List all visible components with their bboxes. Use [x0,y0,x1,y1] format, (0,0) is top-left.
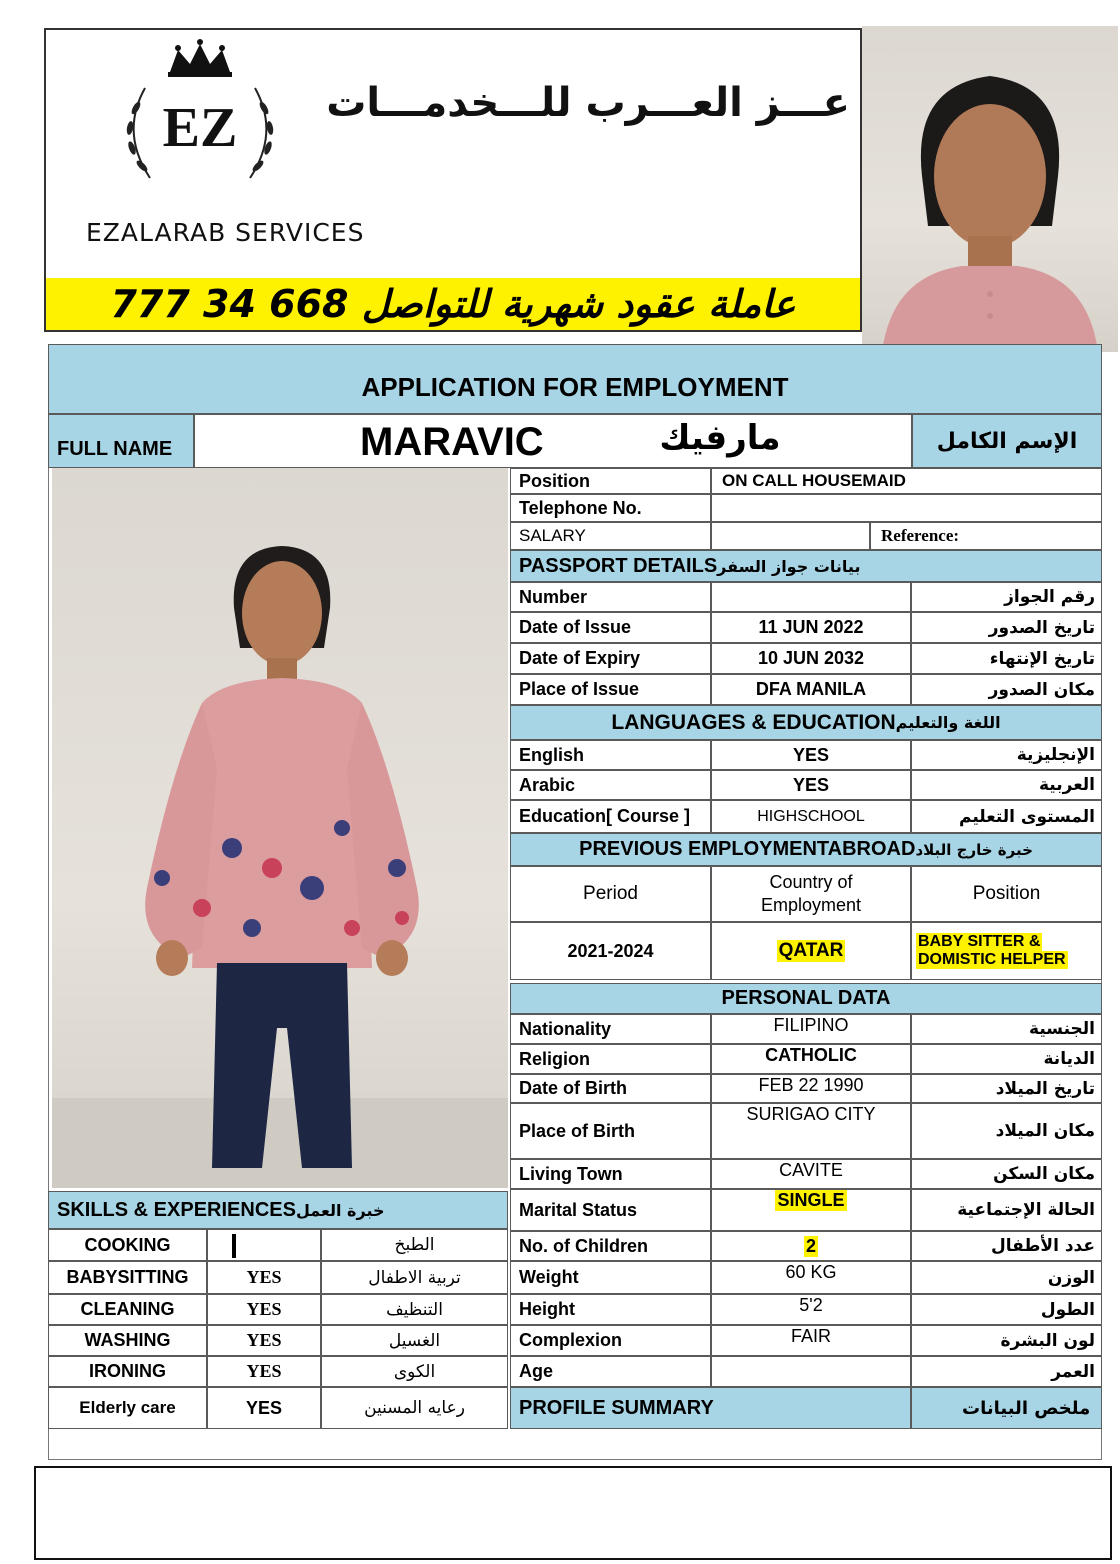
skill-elderly-ar: رعايه المسنين [321,1387,508,1429]
skill-cleaning-value: YES [207,1294,321,1325]
company-name: EZALARAB SERVICES [86,218,365,247]
passport-header [510,550,1102,582]
skill-babysitting-label: BABYSITTING [48,1261,207,1294]
place-of-issue-ar: مكان الصدور [911,674,1102,705]
date-of-issue-value: 11 JUN 2022 [711,612,911,643]
skill-ironing-ar: الكوى [321,1356,508,1387]
skill-babysitting-ar: تربية الاطفال [321,1261,508,1294]
nationality-ar: الجنسية [911,1014,1102,1044]
previous-col-position: Position [911,866,1102,922]
marital-value: SINGLE [777,1190,845,1210]
complexion-ar: لون البشرة [911,1325,1102,1356]
previous-position-line1: BABY SITTER & [918,933,1041,950]
skill-washing-label: WASHING [48,1325,207,1356]
religion-ar: الديانة [911,1044,1102,1074]
previous-title: PREVIOUS EMPLOYMENTABROAD [579,838,916,860]
previous-period: 2021-2024 [510,922,711,980]
form-title: APPLICATION FOR EMPLOYMENT [361,372,789,402]
personal-title: PERSONAL DATA [510,983,1102,1014]
full-name-label: FULL NAME [48,414,194,468]
passport-number-ar: رقم الجواز [911,582,1102,612]
skill-cooking-ar: الطبخ [321,1229,508,1261]
pob-label: Place of Birth [510,1103,711,1159]
skill-babysitting-value: YES [207,1261,321,1294]
skill-cleaning-ar: التنظيف [321,1294,508,1325]
skill-elderly-label: Elderly care [48,1387,207,1429]
previous-header [510,833,1102,866]
dob-label: Date of Birth [510,1074,711,1103]
date-of-expiry-label: Date of Expiry [510,643,711,674]
education-value: HIGHSCHOOL [711,800,911,833]
full-name-cell [194,414,912,468]
english-value: YES [711,740,911,770]
skill-cooking-value [207,1229,321,1261]
salary-value [711,522,870,550]
previous-col-period: Period [510,866,711,922]
children-value-cell [711,1231,911,1261]
age-ar: العمر [911,1356,1102,1387]
contact-banner: عاملة عقود شهرية للتواصل 668 34 777 [46,278,860,330]
skill-washing-value: YES [207,1325,321,1356]
date-of-issue-label: Date of Issue [510,612,711,643]
pob-value: SURIGAO CITY [711,1103,911,1159]
place-of-issue-value: DFA MANILA [711,674,911,705]
previous-country: QATAR [778,940,844,961]
place-of-issue-label: Place of Issue [510,674,711,705]
previous-title-ar: خبرة خارج البلاد [915,840,1033,859]
headshot-photo [862,26,1118,352]
nationality-label: Nationality [510,1014,711,1044]
outer-bottom-box [34,1466,1112,1560]
full-name-en: MARAVIC [360,420,544,464]
pob-ar: مكان الميلاد [911,1103,1102,1159]
marital-value-cell [711,1189,911,1231]
date-of-issue-ar: تاريخ الصدور [911,612,1102,643]
marital-ar: الحالة الإجتماعية [911,1189,1102,1231]
salary-label: SALARY [510,522,711,550]
skill-elderly-value: YES [207,1387,321,1429]
skill-cleaning-label: CLEANING [48,1294,207,1325]
skill-cooking-label: COOKING [48,1229,207,1261]
position-label: Position [510,468,711,494]
skills-title-ar: خبرة العمل [295,1200,385,1220]
passport-number-label: Number [510,582,711,612]
children-value: 2 [805,1235,816,1256]
skills-header [48,1191,508,1229]
living-town-label: Living Town [510,1159,711,1189]
languages-title: LANGUAGES & EDUCATION [611,710,896,734]
skill-cooking-cursor [232,1234,236,1258]
height-label: Height [510,1294,711,1325]
marital-label: Marital Status [510,1189,711,1231]
languages-header [510,705,1102,740]
arabic-ar: العربية [911,770,1102,800]
complexion-label: Complexion [510,1325,711,1356]
date-of-expiry-value: 10 JUN 2032 [711,643,911,674]
skill-washing-ar: الغسيل [321,1325,508,1356]
languages-title-ar: اللغة والتعليم [895,713,1001,732]
profile-summary-title-ar: ملخص البيانات [911,1387,1102,1429]
weight-ar: الوزن [911,1261,1102,1294]
religion-value: CATHOLIC [711,1044,911,1074]
arabic-label: Arabic [510,770,711,800]
complexion-value: FAIR [711,1325,911,1356]
passport-number-value [711,582,911,612]
logo-initials: EZ [162,97,238,159]
skill-ironing-value: YES [207,1356,321,1387]
education-label: Education[ Course ] [510,800,711,833]
height-ar: الطول [911,1294,1102,1325]
arabic-value: YES [711,770,911,800]
english-ar: الإنجليزية [911,740,1102,770]
dob-value: FEB 22 1990 [711,1074,911,1103]
reference-label: Reference: [870,522,1102,550]
dob-ar: تاريخ الميلاد [911,1074,1102,1103]
full-name-ar: مارفيك [659,418,781,458]
previous-col-country: Country of Employment [711,866,911,922]
education-ar: المستوى التعليم [911,800,1102,833]
previous-position-line2: DOMISTIC HELPER [918,951,1066,968]
english-label: English [510,740,711,770]
position-value: ON CALL HOUSEMAID [711,468,1102,494]
age-label: Age [510,1356,711,1387]
skills-title: SKILLS & EXPERIENCES [57,1198,296,1221]
weight-value: 60 KG [711,1261,911,1294]
religion-label: Religion [510,1044,711,1074]
weight-label: Weight [510,1261,711,1294]
age-value [711,1356,911,1387]
previous-country-cell [711,922,911,980]
skill-ironing-label: IRONING [48,1356,207,1387]
passport-title: PASSPORT DETAILS [519,554,718,577]
company-name-arabic: عـــز العـــرب للـــخدمـــات [326,80,850,126]
telephone-value [711,494,1102,522]
date-of-expiry-ar: تاريخ الإنتهاء [911,643,1102,674]
full-name-label-ar: الإسم الكامل [912,414,1102,468]
telephone-label: Telephone No. [510,494,711,522]
previous-position-cell [911,922,1102,980]
children-ar: عدد الأطفال [911,1231,1102,1261]
height-value: 5'2 [711,1294,911,1325]
passport-title-ar: بيانات جواز السفر [717,556,861,576]
profile-summary-title: PROFILE SUMMARY [510,1387,911,1429]
children-label: No. of Children [510,1231,711,1261]
living-town-ar: مكان السكن [911,1159,1102,1189]
nationality-value: FILIPINO [711,1014,911,1044]
living-town-value: CAVITE [711,1159,911,1189]
full-body-photo [52,468,508,1188]
